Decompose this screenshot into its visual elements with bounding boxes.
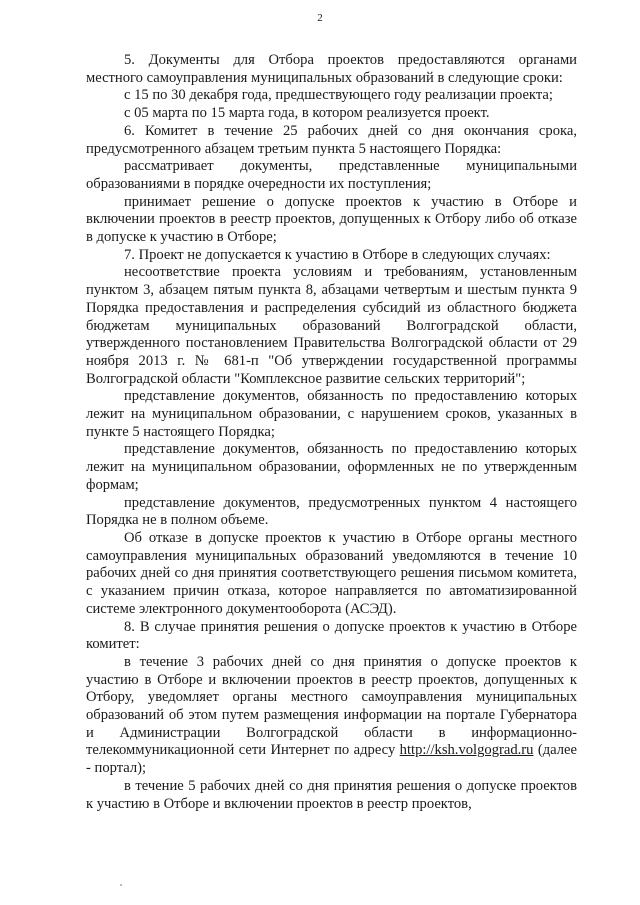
paragraph: 6. Комитет в течение 25 рабочих дней со дня окончания срока, предусмотренного абзацем третьим пункта 5 настоящего Порядка: (86, 122, 577, 157)
paragraph: рассматривает документы, представленные муниципальными образованиями в порядке очередности их поступления; (86, 158, 577, 192)
paragraph: с 05 марта по 15 марта года, в котором реализуется проект. (124, 105, 490, 122)
document-body (86, 52, 577, 813)
paragraph: Об отказе в допуске проектов к участию в Отборе органы местного самоуправления муниципальных образований уведомляются в течение 10 рабочих дней со дня принятия соответствующего решения письмом комитета, с указанием причин отказа, которое направляется по автоматизированной системе электронного документооборота (АСЭД). (86, 529, 577, 617)
paragraph: представление документов, предусмотренных пунктом 4 настоящего Порядка не в полном объеме. (86, 494, 577, 529)
paragraph-text: (далее - портал); (86, 742, 577, 777)
paragraph: 5. Документы для Отбора проектов предоставляются органами местного самоуправления муниципальных образований в следующие сроки: (86, 52, 577, 86)
paragraph: в течение 5 рабочих дней со дня принятия решения о допуске проектов к участию в Отборе и включении проектов в реестр проектов, (86, 777, 577, 812)
paragraph: 7. Проект не допускается к участию в Отборе в следующих случаях: (124, 246, 551, 263)
paragraph: представление документов, обязанность по предоставлению которых лежит на муниципальном образовании, с нарушением сроков, указанных в пункте 5 настоящего Порядка; (86, 388, 577, 440)
paragraph: с 15 по 30 декабря года, предшествующего году реализации проекта; (124, 87, 553, 104)
paragraph-text: в течение 3 рабочих дней со дня принятия о допуске проектов к участию в Отборе и включении проектов в реестр проектов, допущенных к Отбору, уведомляет органы местного самоуправления муниципальных образований об этом путем размещения информации на портале Губернатора и Администрации Волгоградской области в информационно-телекоммуникационной сети Интернет по адресу (86, 653, 577, 759)
paragraph: принимает решение о допуске проектов к участию в Отборе и включении проектов в реестр проектов, допущенных к Отбору либо об отказе в допуске к участию в Отборе; (86, 193, 577, 246)
portal-link[interactable]: http://ksh.volgograd.ru (399, 742, 534, 759)
paragraph: 8. В случае принятия решения о допуске проектов к участию в Отборе комитет: (86, 618, 577, 653)
scan-speck (120, 884, 122, 886)
page-number: 2 (317, 12, 323, 24)
paragraph-with-link (86, 654, 577, 778)
paragraph: несоответствие проекта условиям и требованиям, установленным пунктом 3, абзацем пятым пункта 8, абзацами четвертым и шестым пункта 9 Порядка предоставления и распределения субсидий из областного бюджета бюджетам муниципальных образований Волгоградской области, утвержденного постановлением Правительства Волгоградской области от 29 ноября 2013 г. № 681-п "Об утверждении государственной программы Волгоградской области "Комплексное развитие сельских территорий"; (86, 264, 577, 387)
paragraph: представление документов, обязанность по предоставлению которых лежит на муниципальном образовании, оформленных не по утвержденным формам; (86, 441, 577, 493)
